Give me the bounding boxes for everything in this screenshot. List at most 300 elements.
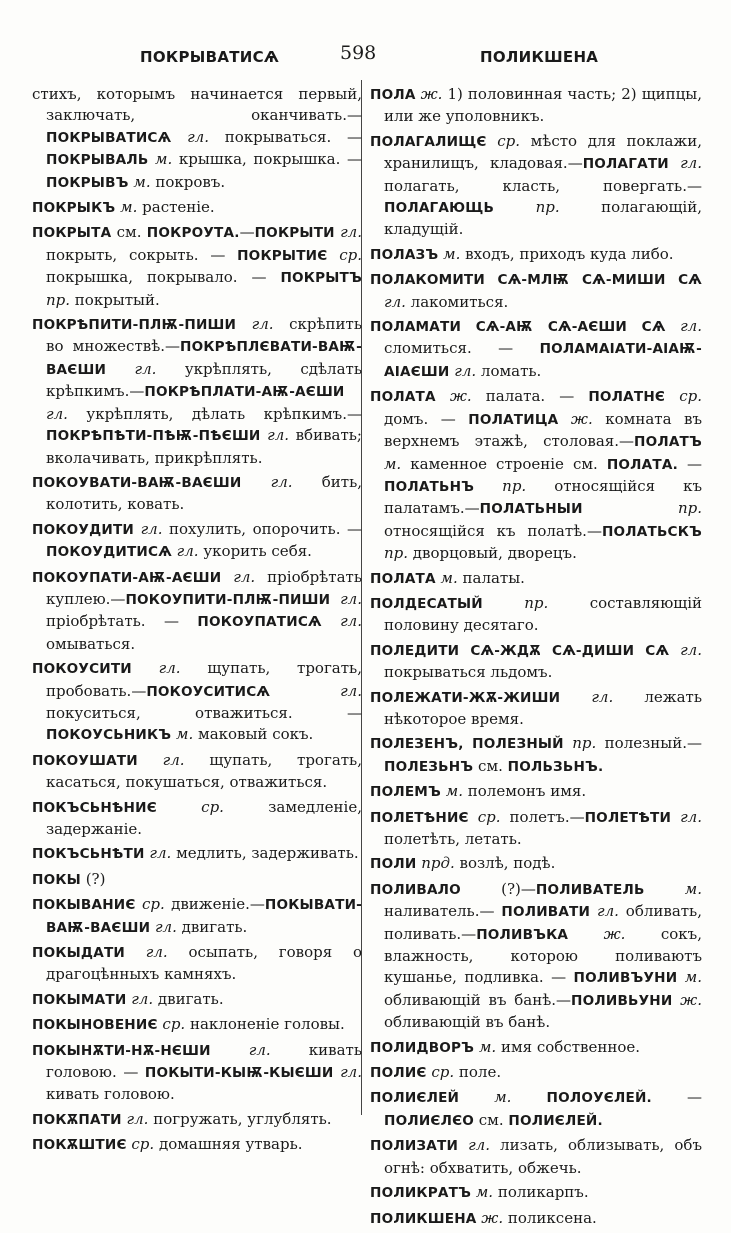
headword: ПОКОУПАТИ-АѬ-АЄШИ	[32, 569, 222, 586]
definition-text: комната въ верхнемъ этажѣ, столовая.—	[384, 409, 702, 451]
grammar-mark: гл.	[340, 681, 362, 700]
definition-text: кивать головою. —	[46, 1040, 362, 1082]
definition-text	[221, 568, 233, 586]
definition-text: погружать, углублять.	[148, 1109, 332, 1128]
grammar-mark: м.	[478, 1037, 497, 1056]
definition-text: укорить себя.	[198, 542, 312, 561]
headword: ПОКѪШТИЄ	[32, 1137, 127, 1154]
headword: ПОКРЫТЪ	[280, 270, 362, 287]
grammar-mark: пр.	[46, 290, 71, 309]
headword: ПОКЪСЬНѢНИЄ	[32, 799, 157, 816]
definition-text: укрѣплять, сдѣлать крѣпкимъ.—	[46, 359, 362, 401]
grammar-mark: ж.	[680, 990, 702, 1009]
headword: ПОЛДЕСАТЫЙ	[370, 595, 483, 612]
definition-text: маковый сокъ.	[193, 725, 314, 744]
grammar-mark: гл.	[680, 154, 702, 173]
dictionary-entry	[370, 879, 702, 1034]
headword: ПОКОУПИТИ-ПЛѬ-ПИШИ	[125, 591, 331, 608]
definition-text	[666, 317, 681, 335]
grammar-mark: гл.	[176, 542, 199, 561]
headword: ПОЛАТЬНЪ	[384, 478, 475, 495]
definition-text: полемонъ имя.	[463, 782, 587, 801]
definition-text	[270, 682, 340, 700]
headword: ПОКЫНѪТИ-НѪ-НЄШИ	[32, 1042, 211, 1059]
definition-text: покрышка, покрывало. —	[46, 268, 281, 287]
headword: ПОЛИЄЛЕЙ.	[508, 1112, 603, 1129]
grammar-mark: гл.	[680, 317, 702, 336]
definition-text	[171, 128, 187, 146]
definition-text	[330, 590, 340, 608]
definition-text	[125, 943, 146, 961]
definition-text: омываться.	[46, 634, 136, 653]
definition-text	[241, 473, 270, 491]
definition-text: лакомиться.	[405, 292, 509, 311]
dictionary-entry	[370, 1062, 702, 1084]
headword: ПОКРѢПЛЄВАТИ-ВАѬ-ВАЄШИ	[46, 339, 362, 378]
header-left-word: ПОКРЫВАТИСѦ	[140, 48, 280, 66]
definition-text: покуситься, отважиться. —	[46, 703, 362, 722]
definition-text: наливатель.—	[384, 902, 502, 921]
definition-text: дворцовый, дворецъ.	[408, 544, 577, 563]
definition-text	[211, 1041, 249, 1059]
definition-text: пріобрѣтать. —	[46, 612, 198, 631]
headword: ПОКОУДИТИ	[32, 521, 135, 538]
definition-text	[483, 594, 524, 612]
definition-text: покрытый.	[70, 290, 160, 309]
grammar-mark: гл.	[162, 750, 185, 769]
headword: ПОЛИВЪУНИ	[573, 970, 678, 987]
grammar-mark: ср.	[477, 807, 501, 826]
dictionary-entry	[32, 222, 362, 311]
headword: ПОЛИВЬУНИ	[571, 992, 673, 1009]
headword: ПОКЫНОВЕНИЄ	[32, 1017, 158, 1034]
dictionary-entry	[370, 84, 702, 128]
definition-text: лизать, облизывать, объ огнѣ: обхватить, обжечь.	[384, 1136, 702, 1177]
grammar-mark: гл.	[267, 426, 290, 445]
grammar-mark: гл.	[134, 359, 157, 378]
headword: ПОКРЫТИ	[254, 225, 335, 242]
headword: ПОКРЫВАЛЬ	[46, 152, 149, 169]
definition-text: —	[651, 1088, 702, 1107]
headword: ПОЛИКРАТЪ	[370, 1185, 472, 1202]
headword: ПОКРЫВЪ	[46, 174, 129, 191]
headword: ПОЛАТА.	[606, 456, 678, 473]
grammar-mark: гл.	[340, 589, 362, 608]
headword: ПОКОУСЬНИКЪ	[46, 727, 172, 744]
definition-text: обливающій въ банѣ.—	[384, 990, 572, 1009]
definition-text	[583, 499, 678, 517]
dictionary-entry	[370, 807, 702, 851]
definition-text: —	[239, 223, 255, 242]
headword: ПОКОУДИТИСѦ	[46, 544, 172, 561]
definition-text: растеніе.	[137, 198, 215, 217]
grammar-mark: гл.	[454, 361, 477, 380]
grammar-mark: м.	[475, 1183, 494, 1202]
grammar-mark: пр.	[535, 198, 560, 217]
dictionary-entry	[32, 519, 362, 564]
grammar-mark: м.	[494, 1088, 512, 1107]
grammar-mark: м.	[684, 968, 702, 987]
headword: ПОКРѢПѢТИ-ПѢѬ-ПѢЄШИ	[46, 428, 261, 445]
definition-text	[677, 968, 684, 986]
dictionary-entry	[370, 1208, 702, 1230]
definition-text	[560, 688, 591, 706]
dictionary-entry	[370, 131, 702, 241]
grammar-mark: гл.	[597, 902, 619, 921]
headword: ПОЛЕЖАТИ-ЖѪ-ЖИШИ	[370, 689, 561, 706]
definition-text: сокъ, влажность, которою поливаютъ кушанье, подливка. —	[384, 924, 702, 987]
headword: ПОЛАТА	[370, 570, 436, 587]
headword: ПОКЪСЬНѢТИ	[32, 846, 145, 863]
grammar-mark: ср.	[497, 131, 520, 150]
grammar-mark: гл.	[591, 687, 614, 706]
grammar-mark: пр.	[502, 476, 527, 495]
grammar-mark: пр.	[677, 499, 702, 518]
grammar-mark: ж.	[449, 387, 472, 406]
headword: ПОЛАМАТИ СѦ-АѬ СѦ-АЄШИ СѦ	[370, 319, 666, 336]
grammar-mark: гл.	[248, 1040, 271, 1059]
definition-text: ломать.	[476, 361, 542, 380]
headword: ПОЛАТНЄ	[588, 389, 666, 406]
definition-text: покрыть, сокрыть. —	[46, 245, 238, 264]
grammar-mark: м.	[440, 568, 458, 587]
headword: ПОЛА	[370, 87, 416, 103]
headword: ПОКРЫВАТИСѦ	[46, 129, 172, 146]
dictionary-entry	[32, 942, 362, 986]
headword: ПОЛАГАЮЩЬ	[384, 200, 495, 217]
grammar-mark: ср.	[162, 1015, 186, 1034]
headword: ПОКРЫТА	[32, 225, 112, 242]
grammar-mark: ж.	[420, 85, 443, 103]
definition-text: поликарпъ.	[493, 1183, 589, 1202]
definition-text	[669, 154, 680, 172]
dictionary-entry	[370, 316, 702, 383]
definition-text: стихъ, которымъ начинается первый, заключать, оканчивать.—	[32, 85, 362, 125]
dictionary-entry	[32, 314, 362, 469]
definition-text	[132, 659, 159, 677]
right-column	[370, 84, 702, 1233]
dictionary-entry	[32, 84, 362, 194]
grammar-mark: гл.	[131, 989, 154, 1008]
dictionary-entry	[32, 1134, 362, 1156]
definition-text: полагающій, кладущій.	[384, 198, 702, 239]
grammar-mark: ср.	[339, 245, 362, 264]
headword: ПОЛИДВОРЪ	[370, 1039, 475, 1056]
definition-text: относящійся къ палатамъ.—	[384, 476, 702, 518]
definition-text: двигать.	[153, 989, 224, 1008]
headword: ПОКОУПАТИСѦ	[197, 614, 322, 631]
grammar-mark: прд.	[421, 854, 455, 873]
headword: ПОЛЬЗЬНЪ.	[507, 758, 604, 775]
header-right-word: ПОЛИКШЕНА	[480, 48, 599, 66]
headword: ПОЛЕЗЬНЪ	[384, 758, 474, 775]
definition-text: двигать.	[176, 917, 248, 936]
dictionary-entry	[370, 269, 702, 313]
headword: ПОЛИ	[370, 856, 417, 873]
grammar-mark: м.	[443, 244, 461, 263]
headword: ПОЛАТИЦА	[468, 411, 559, 428]
grammar-mark: ж.	[603, 924, 626, 943]
dictionary-entry	[370, 687, 702, 731]
dictionary-entry	[32, 750, 362, 794]
definition-text: палата. —	[471, 387, 589, 406]
grammar-mark: гл.	[680, 640, 702, 659]
grammar-mark: гл.	[468, 1136, 490, 1155]
grammar-mark: м.	[384, 454, 402, 473]
dictionary-entry	[370, 1182, 702, 1204]
definition-text	[138, 751, 163, 769]
dictionary-entry	[32, 869, 362, 891]
definition-text	[436, 387, 450, 405]
grammar-mark: гл.	[149, 844, 172, 863]
definition-text: сломиться. —	[384, 339, 540, 358]
definition-text	[322, 612, 340, 630]
headword: ПОЛИВАЛО	[370, 881, 461, 898]
dictionary-entry	[32, 989, 362, 1011]
definition-text: наклоненіе головы.	[185, 1015, 345, 1034]
definition-text: (?)	[80, 869, 106, 888]
grammar-mark: гл.	[384, 292, 406, 311]
dictionary-entry	[370, 781, 702, 803]
definition-text	[458, 1136, 468, 1154]
grammar-mark: гл.	[340, 1063, 362, 1082]
headword: ПОЛАГАТИ	[582, 156, 669, 173]
definition-text: покрываться. —	[209, 127, 362, 146]
definition-text	[474, 477, 502, 495]
dictionary-entry	[32, 894, 362, 939]
definition-text: щупать, трогать, касаться, покушаться, отважиться.	[46, 750, 362, 792]
headword: ПОКРЫКЪ	[32, 200, 116, 217]
headword: ПОЛАТЬСКЪ	[601, 523, 702, 540]
definition-text	[487, 132, 498, 150]
headword: ПОЛАТЬНЫИ	[479, 501, 583, 518]
dictionary-entry	[370, 853, 702, 875]
definition-text: относящійся къ полатѣ.—	[384, 521, 602, 540]
grammar-mark: гл.	[251, 315, 274, 334]
definition-text: см.	[474, 1110, 509, 1129]
definition-text: каменное строеніе см.	[401, 454, 607, 473]
headword: ПОКОУШАТИ	[32, 752, 138, 769]
dictionary-entry	[32, 843, 362, 865]
grammar-mark: гл.	[680, 807, 702, 826]
headword: ПОЛАМАІАТИ-АІАѬ-АІАЄШИ	[384, 341, 702, 380]
grammar-mark: ср.	[141, 895, 165, 914]
grammar-mark: пр.	[384, 544, 409, 563]
definition-text: поле.	[454, 1063, 502, 1082]
left-column	[32, 84, 362, 1160]
dictionary-entry	[32, 1014, 362, 1036]
definition-text: пріобрѣтать куплею.—	[46, 567, 362, 608]
definition-text: движеніе.—	[164, 895, 265, 914]
grammar-mark: ж.	[481, 1208, 504, 1227]
definition-text	[511, 1088, 546, 1106]
definition-text: крышка, покрышка. —	[172, 150, 362, 169]
grammar-mark: пр.	[572, 734, 597, 753]
headword: ПОЛАТЪ	[634, 434, 702, 451]
definition-text	[590, 902, 597, 920]
definition-text: возлѣ, подѣ.	[454, 854, 556, 873]
dictionary-entry	[370, 1135, 702, 1179]
grammar-mark: гл.	[233, 567, 256, 586]
definition-text	[459, 1088, 494, 1106]
definition-text	[106, 360, 134, 378]
headword: ПОКЫТИ-КЫѬ-КЫЄШИ	[144, 1065, 334, 1082]
dictionary-entry	[32, 797, 362, 841]
grammar-mark: гл.	[340, 612, 362, 631]
grammar-mark: м.	[445, 782, 464, 801]
grammar-mark: пр.	[524, 593, 549, 612]
headword: ПОКРОУТА.	[146, 225, 240, 242]
definition-text	[671, 808, 680, 826]
definition-text: похулить, опорочить. —	[162, 519, 362, 538]
headword: ПОЛЕДИТИ СѦ-ЖДѪ СѦ-ДИШИ СѦ	[370, 642, 670, 659]
dictionary-entry	[32, 1040, 362, 1106]
definition-text: составляющій половину десятаго.	[384, 593, 702, 635]
dictionary-entry	[370, 568, 702, 590]
headword: ПОКРЫТИЄ	[237, 247, 328, 264]
grammar-mark: ср.	[431, 1063, 455, 1082]
definition-text: см.	[473, 756, 508, 775]
headword: ПОЛОУЄЛЕЙ.	[546, 1090, 652, 1107]
headword: ПОКОУСИТИ	[32, 661, 132, 678]
definition-text: (?)—	[460, 879, 536, 898]
dictionary-entry	[370, 1087, 702, 1132]
dictionary-entry	[370, 244, 702, 266]
grammar-mark: гл.	[140, 519, 163, 538]
headword: ПОЛАЗЪ	[370, 246, 439, 263]
headword: ПОЛИЗАТИ	[370, 1138, 459, 1155]
definition-text: имя собственное.	[496, 1037, 640, 1056]
grammar-mark: ср.	[679, 387, 702, 406]
definition-text: кивать головою.	[46, 1085, 175, 1104]
dictionary-entry	[370, 593, 702, 637]
grammar-mark: ж.	[570, 409, 593, 428]
grammar-mark: гл.	[46, 404, 68, 423]
definition-text: медлить, задерживать.	[171, 844, 359, 863]
headword: ПОЛЕЗЕНЪ, ПОЛЕЗНЫЙ	[370, 736, 564, 753]
definition-text	[564, 734, 572, 752]
grammar-mark: гл.	[187, 127, 209, 146]
definition-text: обливать, поливать.—	[384, 902, 702, 943]
definition-text: осыпать, говоря о драгоцѣнныхъ камняхъ.	[46, 943, 362, 984]
grammar-mark: м.	[133, 172, 151, 191]
dictionary-entry	[32, 197, 362, 219]
grammar-mark: ср.	[131, 1135, 155, 1154]
headword: ПОЛИЄЛЄО	[384, 1112, 474, 1129]
headword: ПОЛАТА	[370, 389, 436, 406]
definition-text	[327, 246, 339, 264]
definition-text: замедленіе, задержаніе.	[46, 797, 362, 838]
headword: ПОЛИВАТИ	[501, 904, 591, 921]
grammar-mark: гл.	[270, 472, 293, 491]
definition-text: полезный.—	[596, 734, 702, 753]
headword: ПОЛЕТѢНИЄ	[370, 809, 469, 826]
dictionary-entry	[370, 1037, 702, 1059]
definition-text: входъ, приходъ куда либо.	[460, 244, 674, 263]
definition-text: полетѣть, летать.	[384, 830, 522, 848]
definition-text: домашняя утварь.	[154, 1135, 303, 1154]
headword: ПОЛЕМЪ	[370, 784, 442, 801]
headword: ПОКЫМАТИ	[32, 991, 127, 1008]
grammar-mark: ср.	[201, 797, 224, 816]
headword: ПОКРѢПИТИ-ПЛѬ-ПИШИ	[32, 317, 237, 334]
grammar-mark: гл.	[154, 917, 177, 936]
definition-text: скрѣпить во множествѣ.—	[46, 315, 362, 356]
definition-text	[558, 410, 571, 428]
definition-text: обливающій въ банѣ.	[384, 1013, 551, 1032]
grammar-mark: м.	[176, 725, 194, 744]
headword: ПОКОУВАТИ-ВАѬ-ВАЄШИ	[32, 474, 242, 491]
definition-text: вбивать; вколачивать, прикрѣплять.	[46, 426, 362, 467]
headword: ПОКЫВАТИ-ВАѬ-ВАЄШИ	[46, 897, 362, 936]
headword: ПОЛАГАЛИЩЄ	[370, 133, 487, 150]
definition-text: —	[677, 454, 702, 473]
definition-text: покровъ.	[150, 172, 226, 191]
definition-text	[669, 641, 680, 659]
grammar-mark: гл.	[145, 943, 168, 962]
definition-text	[236, 315, 252, 333]
definition-text: покрываться льдомъ.	[384, 663, 553, 682]
page-header	[30, 42, 702, 76]
headword: ПОЛЕТѢТИ	[584, 809, 672, 826]
definition-text	[645, 880, 685, 898]
headword: ПОКЫВАНИЄ	[32, 897, 136, 914]
definition-text: полетъ.—	[500, 807, 585, 826]
definition-text: щупать, трогать, пробовать.—	[46, 659, 362, 700]
headword: ПОКЫДАТИ	[32, 945, 126, 962]
definition-text	[157, 798, 201, 816]
definition-text: поликсена.	[503, 1208, 597, 1227]
definition-text: домъ. —	[384, 409, 469, 428]
definition-text: укрѣплять, дѣлать крѣпкимъ.—	[67, 404, 362, 423]
headword: ПОКОУСИТИСѦ	[146, 683, 271, 700]
dictionary-entry	[370, 640, 702, 684]
definition-text	[494, 198, 536, 216]
headword: ПОЛИВАТЕЛЬ	[535, 881, 645, 898]
page-number: 598	[340, 42, 377, 64]
dictionary-entry	[32, 472, 362, 516]
headword: ПОЛИЄЛЕЙ	[370, 1090, 460, 1107]
definition-text	[568, 925, 603, 943]
definition-text	[672, 991, 680, 1009]
dictionary-entry	[370, 386, 702, 564]
definition-text: 1) половинная часть; 2) щипцы, или же уполовникъ.	[384, 85, 702, 126]
headword: ПОЛИВЪКА	[476, 926, 569, 943]
dictionary-entry	[32, 567, 362, 656]
headword: ПОЛИКШЕНА	[370, 1210, 477, 1227]
dictionary-entry	[32, 1109, 362, 1131]
grammar-mark: м.	[120, 198, 138, 217]
definition-text: полагать, класть, повергать.—	[384, 176, 702, 195]
headword: ПОКЫ	[32, 871, 81, 888]
grammar-mark: гл.	[126, 1109, 149, 1128]
definition-text	[469, 808, 478, 826]
grammar-mark: гл.	[158, 659, 181, 678]
grammar-mark: м.	[684, 879, 702, 898]
definition-text: мѣсто для поклажи, хранилищъ, кладовая.—	[384, 131, 702, 173]
definition-text: бить, колотить, ковать.	[46, 472, 362, 514]
headword: ПОЛАКОМИТИ СѦ-МЛѬ СѦ-МИШИ СѦ	[370, 272, 702, 289]
grammar-mark: м.	[155, 150, 173, 169]
dictionary-entry	[370, 733, 702, 778]
grammar-mark: гл.	[340, 223, 362, 242]
definition-text: палаты.	[457, 568, 525, 587]
definition-text	[665, 387, 679, 405]
dictionary-entry	[32, 658, 362, 747]
headword: ПОКѪПАТИ	[32, 1111, 122, 1128]
headword: ПОКРѢПЛАТИ-АѬ-АЄШИ	[144, 384, 345, 401]
headword: ПОЛИЄ	[370, 1065, 427, 1082]
